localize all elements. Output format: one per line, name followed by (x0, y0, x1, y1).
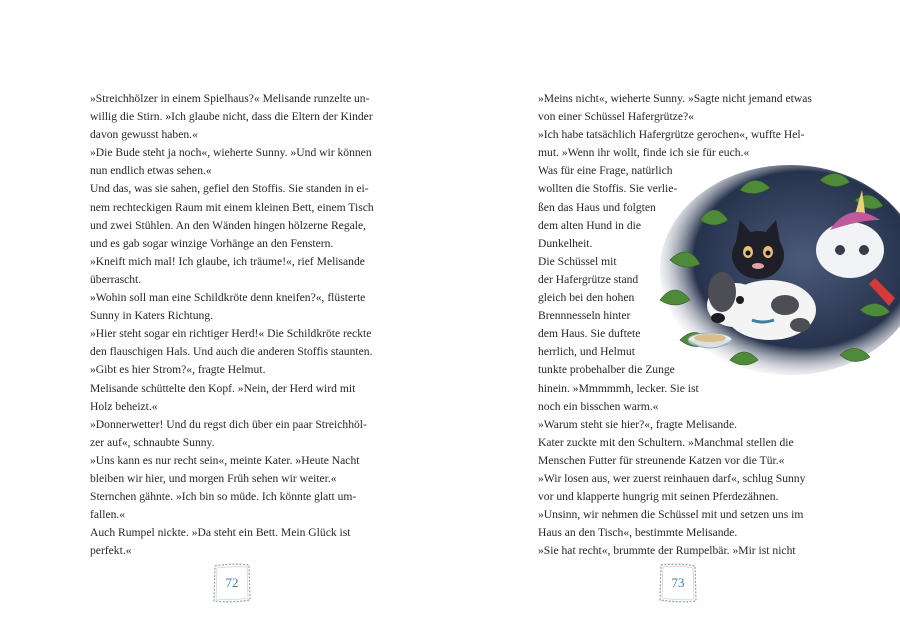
text-line: und zwei Stühlen. An den Wänden hingen hölzerne Regale, (90, 218, 367, 232)
page-number-badge (212, 562, 252, 604)
text-line: zer auf«, schnaubte Sunny. (90, 435, 215, 449)
text-line: »Hier steht sogar ein richtiger Herd!« Die Schildkröte reckte (90, 327, 372, 341)
text-line: perfekt.« (90, 544, 132, 558)
text-line: Die Schüssel mit (538, 254, 617, 268)
text-line: Sunny in Katers Richtung. (90, 309, 214, 323)
text-line: nun endlich etwas sehen.« (90, 164, 212, 178)
text-line: »Uns kann es nur recht sein«, meinte Kater. »Heute Nacht (90, 453, 360, 467)
text-line: Melisande schüttelte den Kopf. »Nein, der Herd wird mit (90, 381, 356, 395)
text-line: Was für eine Frage, natürlich (538, 164, 673, 178)
text-line: »Gibt es hier Strom?«, fragte Helmut. (90, 363, 266, 377)
left-page-text (90, 90, 390, 560)
text-line: Brennnesseln hinter (538, 309, 631, 323)
text-line: bleiben wir hier, und morgen Früh sehen wir weiter.« (90, 471, 337, 485)
text-line: »Unsinn, wir nehmen die Schüssel mit und setzen uns im (538, 508, 804, 522)
page-number-badge (658, 562, 698, 604)
text-line: Kater zuckte mit den Schultern. »Manchmal stellen die (538, 435, 794, 449)
text-line: »Streichhölzer in einem Spielhaus?« Melisande runzelte un- (90, 92, 370, 105)
text-line: den flauschigen Hals. Und auch die anderen Stoffis staunten. (90, 345, 373, 359)
text-line: überrascht. (90, 272, 142, 286)
text-line: fallen.« (90, 508, 126, 522)
text-line: willig die Stirn. »Ich glaube nicht, dass die Eltern der Kinder (90, 110, 373, 124)
page-number: 73 (671, 575, 685, 590)
text-line: dem Haus. Sie duftete (538, 327, 641, 341)
text-line: gleich bei den hohen (538, 291, 635, 305)
text-line: hinein. »Mmmmmh, lecker. Sie ist (538, 381, 699, 395)
text-line: herrlich, und Helmut (538, 345, 635, 359)
text-line: Auch Rumpel nickte. »Da steht ein Bett. Mein Glück ist (90, 526, 351, 540)
text-line: Holz beheizt.« (90, 399, 158, 413)
text-line: dem alten Hund in die (538, 218, 642, 232)
text-line: der Hafergrütze stand (538, 272, 639, 286)
text-line: »Wir losen aus, wer zuerst reinhauen darf«, schlug Sunny (538, 471, 806, 485)
text-line: »Wohin soll man eine Schildkröte denn kneifen?«, flüsterte (90, 291, 366, 305)
text-line: tunkte probehalber die Zunge (538, 363, 675, 377)
text-line: nem rechteckigen Raum mit einem kleinen Bett, einem Tisch (90, 200, 374, 214)
text-line: noch ein bisschen warm.« (538, 399, 659, 413)
text-line: Haus an den Tisch«, bestimmte Melisande. (538, 526, 738, 540)
text-line: mut. »Wenn ihr wollt, finde ich sie für euch.« (538, 146, 750, 160)
illustration-animals (640, 160, 900, 390)
text-line: wollten die Stoffis. Sie verlie- (538, 182, 678, 196)
text-line: vor und klapperte hungrig mit seinen Pferdezähnen. (538, 490, 779, 504)
text-line: davon gewusst haben.« (90, 128, 198, 142)
text-line: ßen das Haus und folgten (538, 200, 656, 214)
text-line: Dunkelheit. (538, 236, 593, 250)
page-number: 72 (225, 575, 239, 590)
text-line: von einer Schüssel Hafergrütze?« (538, 110, 694, 124)
text-line: »Sie hat recht«, brummte der Rumpelbär. »Mir ist nicht (538, 544, 796, 558)
text-line: Menschen Futter für streunende Katzen vor die Tür.« (538, 453, 785, 467)
text-line: Und das, was sie sahen, gefiel den Stoffis. Sie standen in ei- (90, 182, 369, 196)
text-line: »Warum steht sie hier?«, fragte Melisande. (538, 417, 737, 431)
text-line: »Meins nicht«, wieherte Sunny. »Sagte nicht jemand etwas (538, 92, 812, 105)
text-line: »Ich habe tatsächlich Hafergrütze gerochen«, wuffte Hel- (538, 128, 805, 142)
text-line: »Die Bude steht ja noch«, wieherte Sunny. »Und wir können (90, 146, 372, 160)
text-line: Sternchen gähnte. »Ich bin so müde. Ich könnte glatt um- (90, 490, 357, 504)
text-line: »Kneift mich mal! Ich glaube, ich träume!«, rief Melisande (90, 254, 365, 268)
text-line: und es gab sogar winzige Vorhänge an den Fenstern. (90, 236, 334, 250)
text-line: »Donnerwetter! Und du regst dich über ein paar Streichhöl- (90, 417, 367, 431)
